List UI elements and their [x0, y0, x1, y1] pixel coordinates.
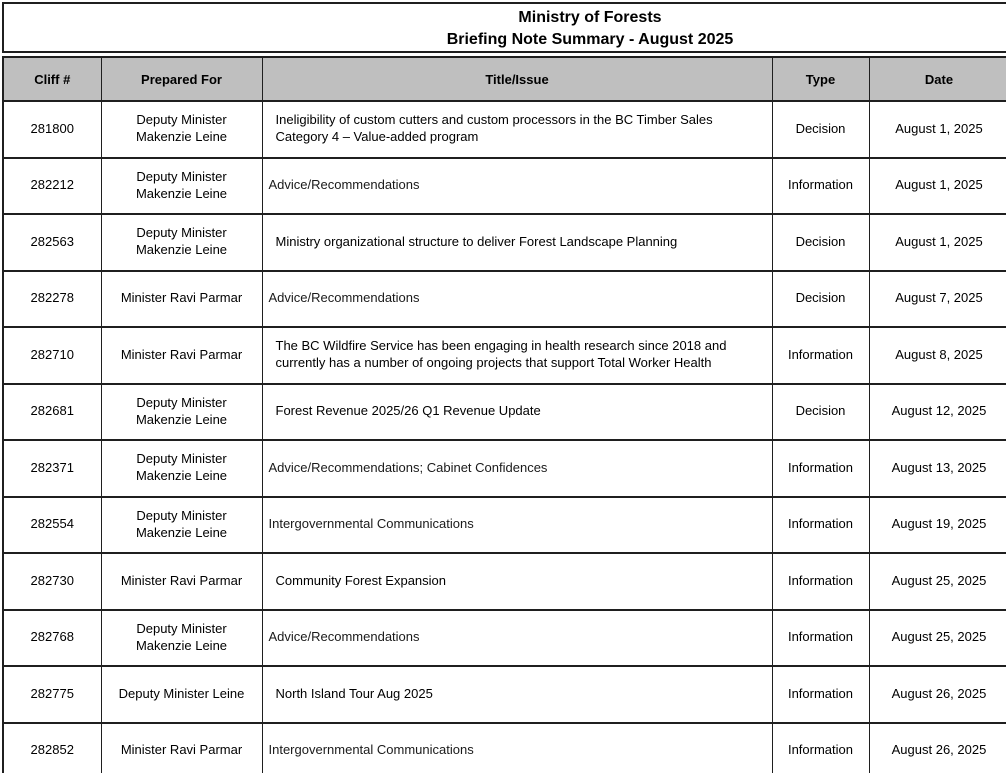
document-title-line1: Ministry of Forests: [518, 9, 662, 26]
table-row: [3, 497, 1006, 554]
cliff-number-cell: 282371: [3, 440, 101, 497]
column-header-type: Type: [772, 57, 869, 101]
date-cell: August 25, 2025: [869, 610, 1006, 667]
cliff-number-cell: 281800: [3, 101, 101, 158]
type-cell: Information: [772, 497, 869, 554]
type-cell: Information: [772, 553, 869, 610]
header-row: [3, 57, 1006, 101]
cliff-number-cell: 282212: [3, 158, 101, 215]
title-issue-cell: Advice/Recommendations: [262, 158, 772, 215]
table-row: [3, 723, 1006, 773]
date-cell: August 8, 2025: [869, 327, 1006, 384]
prepared-for-cell: Deputy Minister Makenzie Leine: [101, 610, 262, 667]
column-header-prepared-for: Prepared For: [101, 57, 262, 101]
date-cell: August 13, 2025: [869, 440, 1006, 497]
table-row: [3, 271, 1006, 328]
table-row: [3, 666, 1006, 723]
title-issue-cell: The BC Wildfire Service has been engaging in health research since 2018 and currently has a number of ongoing projects that support Total Worker Health: [262, 327, 772, 384]
title-issue-cell: Intergovernmental Communications: [262, 723, 772, 773]
cliff-number-cell: 282852: [3, 723, 101, 773]
cliff-number-cell: 282768: [3, 610, 101, 667]
type-cell: Information: [772, 158, 869, 215]
table-row: [3, 610, 1006, 667]
prepared-for-cell: Deputy Minister Leine: [101, 666, 262, 723]
type-cell: Information: [772, 610, 869, 667]
cliff-number-cell: 282563: [3, 214, 101, 271]
table-row: [3, 214, 1006, 271]
prepared-for-cell: Deputy Minister Makenzie Leine: [101, 440, 262, 497]
prepared-for-cell: Deputy Minister Makenzie Leine: [101, 497, 262, 554]
type-cell: Decision: [772, 214, 869, 271]
prepared-for-cell: Deputy Minister Makenzie Leine: [101, 384, 262, 441]
title-issue-cell: North Island Tour Aug 2025: [262, 666, 772, 723]
title-issue-cell: Ministry organizational structure to deliver Forest Landscape Planning: [262, 214, 772, 271]
cliff-number-cell: 282710: [3, 327, 101, 384]
title-issue-cell: Advice/Recommendations: [262, 610, 772, 667]
date-cell: August 1, 2025: [869, 158, 1006, 215]
table-row: [3, 327, 1006, 384]
document-inner: [2, 2, 1006, 773]
prepared-for-cell: Deputy Minister Makenzie Leine: [101, 214, 262, 271]
prepared-for-cell: Minister Ravi Parmar: [101, 723, 262, 773]
table-row: [3, 101, 1006, 158]
column-header-title-issue: Title/Issue: [262, 57, 772, 101]
date-cell: August 26, 2025: [869, 666, 1006, 723]
column-header-date: Date: [869, 57, 1006, 101]
title-issue-cell: Advice/Recommendations: [262, 271, 772, 328]
document-title-box: [2, 2, 1006, 53]
title-issue-cell: Forest Revenue 2025/26 Q1 Revenue Update: [262, 384, 772, 441]
table-row: [3, 158, 1006, 215]
type-cell: Decision: [772, 384, 869, 441]
column-header-cliff-number: Cliff #: [3, 57, 101, 101]
cliff-number-cell: 282775: [3, 666, 101, 723]
table-row: [3, 384, 1006, 441]
type-cell: Information: [772, 440, 869, 497]
prepared-for-cell: Minister Ravi Parmar: [101, 271, 262, 328]
briefing-note-table: [2, 56, 1006, 773]
cliff-number-cell: 282554: [3, 497, 101, 554]
title-issue-cell: Community Forest Expansion: [262, 553, 772, 610]
date-cell: August 7, 2025: [869, 271, 1006, 328]
title-issue-cell: Intergovernmental Communications: [262, 497, 772, 554]
date-cell: August 12, 2025: [869, 384, 1006, 441]
table-row: [3, 440, 1006, 497]
prepared-for-cell: Deputy Minister Makenzie Leine: [101, 101, 262, 158]
table-row: [3, 553, 1006, 610]
date-cell: August 25, 2025: [869, 553, 1006, 610]
date-cell: August 1, 2025: [869, 214, 1006, 271]
date-cell: August 1, 2025: [869, 101, 1006, 158]
prepared-for-cell: Deputy Minister Makenzie Leine: [101, 158, 262, 215]
prepared-for-cell: Minister Ravi Parmar: [101, 553, 262, 610]
prepared-for-cell: Minister Ravi Parmar: [101, 327, 262, 384]
table-header: [3, 57, 1006, 101]
cliff-number-cell: 282278: [3, 271, 101, 328]
document-title-line2: Briefing Note Summary - August 2025: [446, 31, 734, 48]
title-issue-cell: Ineligibility of custom cutters and custom processors in the BC Timber Sales Category 4 – Value-added program: [262, 101, 772, 158]
type-cell: Information: [772, 723, 869, 773]
cliff-number-cell: 282730: [3, 553, 101, 610]
cliff-number-cell: 282681: [3, 384, 101, 441]
type-cell: Decision: [772, 101, 869, 158]
title-issue-cell: Advice/Recommendations; Cabinet Confidences: [262, 440, 772, 497]
date-cell: August 19, 2025: [869, 497, 1006, 554]
type-cell: Decision: [772, 271, 869, 328]
type-cell: Information: [772, 666, 869, 723]
table-body: [3, 101, 1006, 773]
date-cell: August 26, 2025: [869, 723, 1006, 773]
type-cell: Information: [772, 327, 869, 384]
